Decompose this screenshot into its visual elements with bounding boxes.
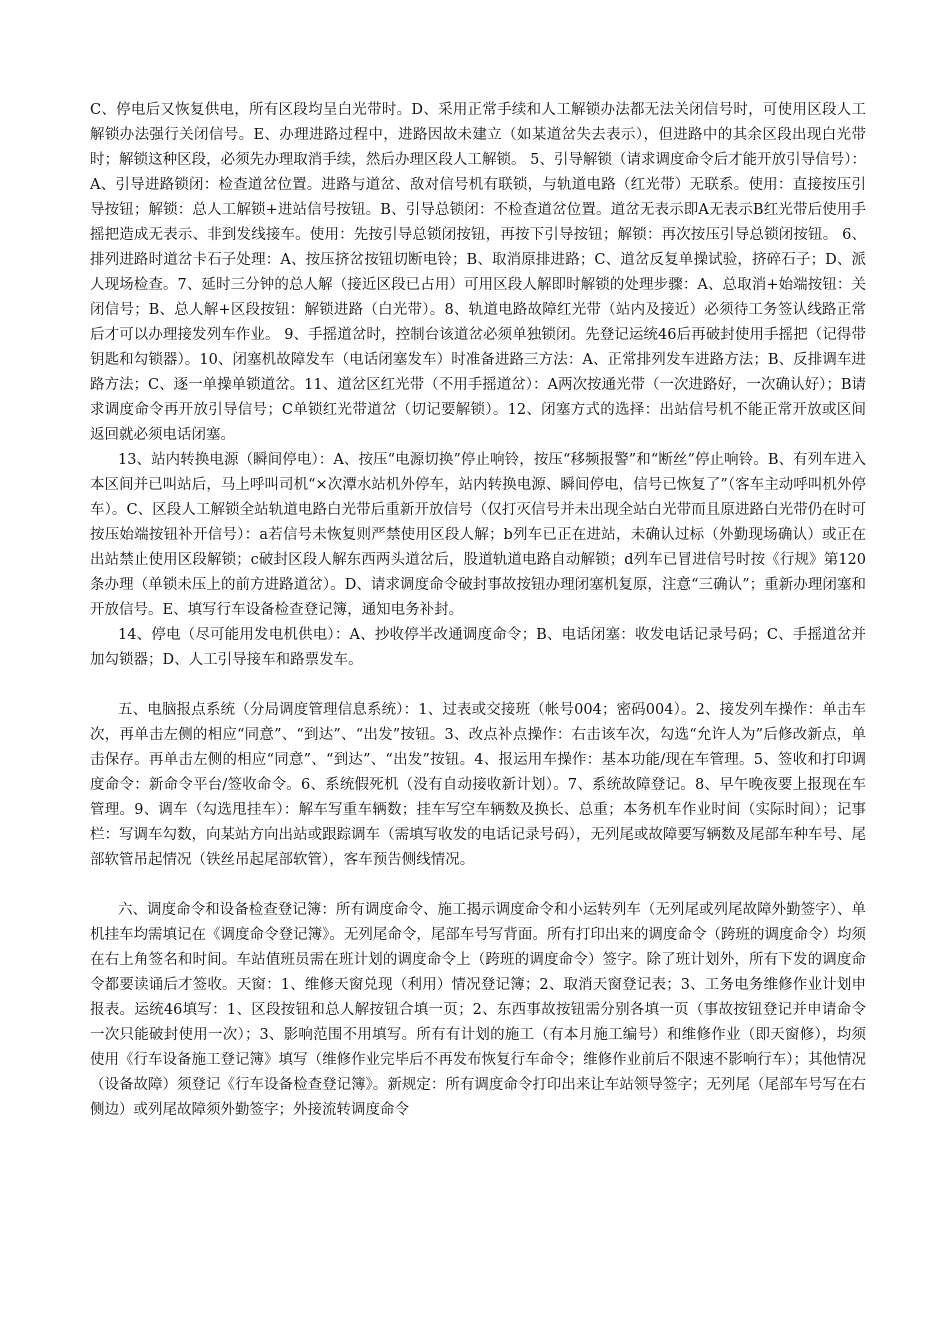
paragraph-power-outage: 14、停电（尽可能用发电机供电）：A、抄收停半改通调度命令；B、电话闭塞：收发电话记录号码；C、手摇道岔并加勾锁器；D、人工引导接车和路票发车。	[90, 627, 866, 668]
paragraph-dispatch-orders: 六、调度命令和设备检查登记簿：所有调度命令、施工揭示调度命令和小运转列车（无列尾或列尾故障外勤签字）、单机挂车均需填记在《调度命令登记簿》。无列尾命令，尾部车号写背面。所有打印出来的调度命令（跨班的调度命令）均须在右上角签名和时间。车站值班员需在班计划的调度命令上（跨班的调度命令）签字。除了班计划外，所有下发的调度命令都要读诵后才签收。天窗：1、维修天窗兑现（利用）情况登记簿；2、取消天窗登记表；3、工务电务维修作业计划申报表。运统46填写：1、区段按钮和总人解按钮合填一页；2、东西事故按钮需分别各填一页（事故按钮登记并申请命令一次只能破封使用一次）；3、影响范围不用填写。所有有计划的施工（有本月施工编号）和维修作业（即天窗修），均须使用《行车设备施工登记簿》填写（维修作业完毕后不再发布恢复行车命令；维修作业前后不限速不影响行车）；其他情况（设备故障）须登记《行车设备检查登记簿》。新规定：所有调度命令打印出来让车站领导签字；无列尾（尾部车号写在右侧边）或列尾故障须外勤签字；外接流转调度命令	[90, 902, 866, 1118]
paragraph-computer-reporting-system: 五、电脑报点系统（分局调度管理信息系统）：1、过表或交接班（帐号004；密码004）。2、接发列车操作：单击车次，再单击左侧的相应“同意”、“到达”、“出发”按钮。3、改点补点操作：右击该车次，勾选“允许人为”后修改新点，单击保存。再单击左侧的相应“同意”、“到达”、“出发”按钮。4、报运用车操作：基本功能/现在车管理。5、签收和打印调度命令：新命令平台/签收命令。6、系统假死机（没有自动接收新计划）。7、系统故障登记。8、早午晚夜要上报现在车管理。9、调车（勾选甩挂车）：解车写重车辆数；挂车写空车辆数及换长、总重；本务机车作业时间（实际时间）；记事栏：写调车勾数，向某站方向出站或跟踪调车（需填写收发的电话记录号码），无列尾或故障要写辆数及尾部车种车号、尾部软管吊起情况（铁丝吊起尾部软管），客车预告侧线情况。	[90, 702, 866, 868]
document-body	[90, 98, 866, 1123]
paragraph-interlocking-procedures: C、停电后又恢复供电，所有区段均呈白光带时。D、采用正常手续和人工解锁办法都无法关闭信号时，可使用区段人工解锁办法强行关闭信号。E、办理进路过程中，进路因故未建立（如某道岔失去表示），但进路中的其余区段出现白光带时；解锁这种区段，必须先办理取消手续，然后办理区段人工解锁。 5、引导解锁（请求调度命令后才能开放引导信号）：A、引导进路锁闭：检查道岔位置。进路与道岔、敌对信号机有联锁，与轨道电路（红光带）无联系。使用：直接按压引导按钮；解锁：总人工解锁+进站信号按钮。B、引导总锁闭：不检查道岔位置。道岔无表示即A无表示B红光带后使用手摇把造成无表示、非到发线接车。使用：先按引导总锁闭按钮，再按下引导按钮；解锁：再次按压引导总锁闭按钮。 6、排列进路时道岔卡石子处理：A、按压挤岔按钮切断电铃；B、取消原排进路；C、道岔反复单操试验，挤碎石子；D、派人现场检查。7、延时三分钟的总人解（接近区段已占用）可用区段人解即时解锁的处理步骤：A、总取消+始端按钮：关闭信号；B、总人解+区段按钮：解锁进路（白光带）。8、轨道电路故障红光带（站内及接近）必须待工务签认线路正常后才可以办理接发列车作业。 9、手摇道岔时，控制台该道岔必须单独锁闭。先登记运统46后再破封使用手摇把（记得带钥匙和勾锁器）。10、闭塞机故障发车（电话闭塞发车）时准备进路三方法：A、正常排列发车进路方法；B、反排调车进路方法；C、逐一单操单锁道岔。11、道岔区红光带（不用手摇道岔）：A两次按通光带（一次进路好，一次确认好）；B请求调度命令再开放引导信号；C单锁红光带道岔（切记要解锁）。12、闭塞方式的选择：出站信号机不能正常开放或区间返回就必须电话闭塞。	[90, 102, 866, 443]
paragraph-power-switch: 13、站内转换电源（瞬间停电）：A、按压“电源切换”停止响铃，按压“移频报警”和“断丝”停止响铃。B、有列车进入本区间并已叫站后，马上呼叫司机“×次潭水站机外停车，站内转换电源、瞬间停电，信号已恢复了”（客车主动呼叫机外停车）。C、区段人工解锁全站轨道电路白光带后重新开放信号（仅打灭信号并未出现全站白光带而且原进路白光带仍在时可按压始端按钮补开信号）：a若信号未恢复则严禁使用区段人解；b列车已正在进站，未确认过标（外勤现场确认）或正在出站禁止使用区段解锁；c破封区段人解东西两头道岔后，股道轨道电路自动解锁；d列车已冒进信号时按《行规》第120条办理（单锁未压上的前方进路道岔）。D、请求调度命令破封事故按钮办理闭塞机复原，注意“三确认”；重新办理闭塞和开放信号。E、填写行车设备检查登记簿，通知电务补封。	[90, 452, 866, 618]
